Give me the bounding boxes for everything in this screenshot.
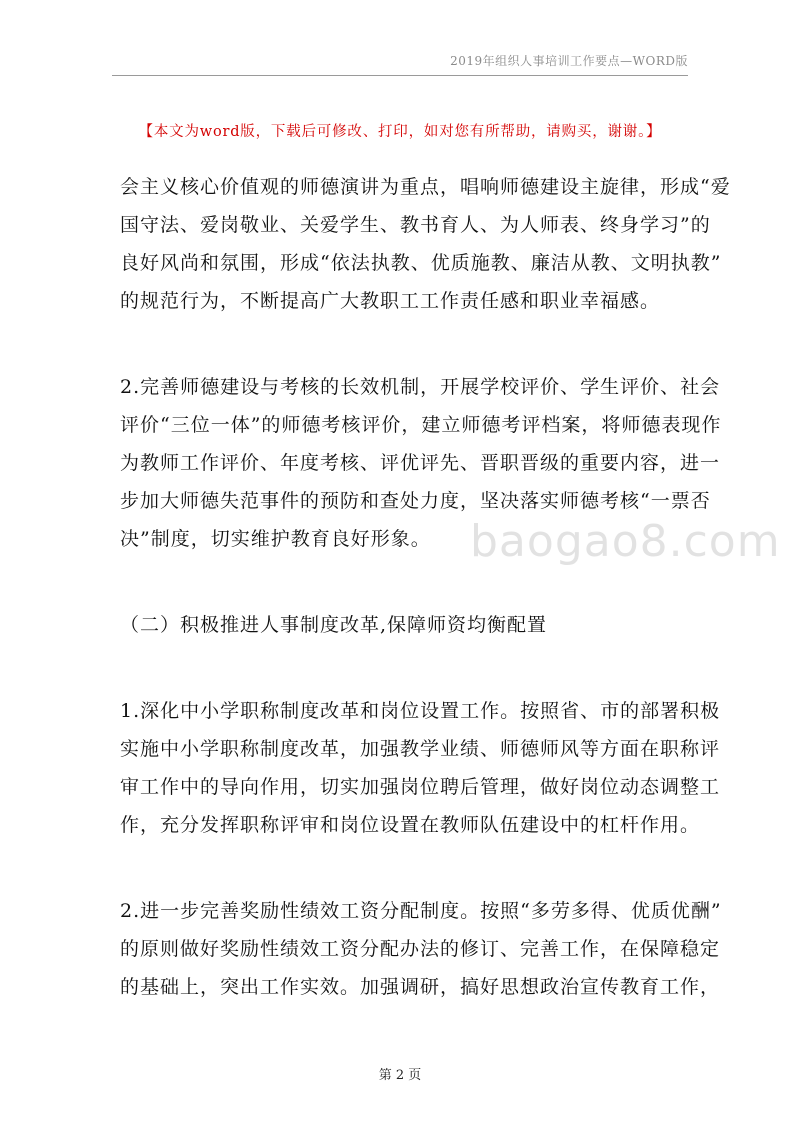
text-line: 审工作中的导向作用，切实加强岗位聘后管理，做好岗位动态调整工 <box>120 776 721 798</box>
text-line: 评价“三位一体”的师德考核评价，建立师德考评档案，将师德表现作 <box>120 414 722 436</box>
text-line: 实施中小学职称制度改革，加强教学业绩、师德师风等方面在职称评 <box>120 738 721 760</box>
running-header <box>112 52 688 76</box>
text-line: 作，充分发挥职称评审和岗位设置在教师队伍建设中的杠杆作用。 <box>120 814 701 836</box>
download-notice: 【本文为word版，下载后可修改、打印，如对您有所帮助，请购买，谢谢。】 <box>138 124 662 140</box>
page-number: 第 2 页 <box>378 1068 422 1083</box>
text-line: 的基础上，突出工作实效。加强调研，搞好思想政治宣传教育工作， <box>120 976 721 998</box>
section-heading-personnel-reform <box>120 606 680 644</box>
text-line: 2.完善师德建设与考核的长效机制，开展学校评价、学生评价、社会 <box>120 376 721 398</box>
text-line: 1.深化中小学职称制度改革和岗位设置工作。按照省、市的部署积极 <box>120 700 721 722</box>
document-body <box>120 168 731 1006</box>
text-line: 2.进一步完善奖励性绩效工资分配制度。按照“多劳多得、优质优酬” <box>120 900 722 922</box>
paragraph-ethics-assessment <box>120 368 722 558</box>
text-line: 步加大师德失范事件的预防和查处力度，坚决落实师德考核“一票否 <box>120 490 711 512</box>
paragraph-teacher-ethics-speech <box>120 168 731 320</box>
watermark-text: baogao8.com <box>470 516 781 567</box>
section-heading-text: （二）积极推进人事制度改革,保障师资均衡配置 <box>120 614 548 636</box>
text-line: 为教师工作评价、年度考核、评优评先、晋职晋级的重要内容，进一 <box>120 452 721 474</box>
text-line: 决”制度，切实维护教育良好形象。 <box>120 528 431 550</box>
paragraph-performance-pay <box>120 892 722 1006</box>
text-line: 良好风尚和氛围，形成“依法执教、优质施教、廉洁从教、文明执教” <box>120 252 722 274</box>
text-line: 的规范行为，不断提高广大教职工工作责任感和职业幸福感。 <box>120 290 661 312</box>
paragraph-title-reform <box>120 692 721 844</box>
text-line: 会主义核心价值观的师德演讲为重点，唱响师德建设主旋律，形成“爱 <box>120 176 731 198</box>
text-line: 的原则做好奖励性绩效工资分配办法的修订、完善工作，在保障稳定 <box>120 938 721 960</box>
text-line: 国守法、爱岗敬业、关爱学生、教书育人、为人师表、终身学习”的 <box>120 214 711 236</box>
header-title: 2019年组织人事培训工作要点—WORD版 <box>450 54 688 68</box>
page-footer <box>0 1064 800 1083</box>
